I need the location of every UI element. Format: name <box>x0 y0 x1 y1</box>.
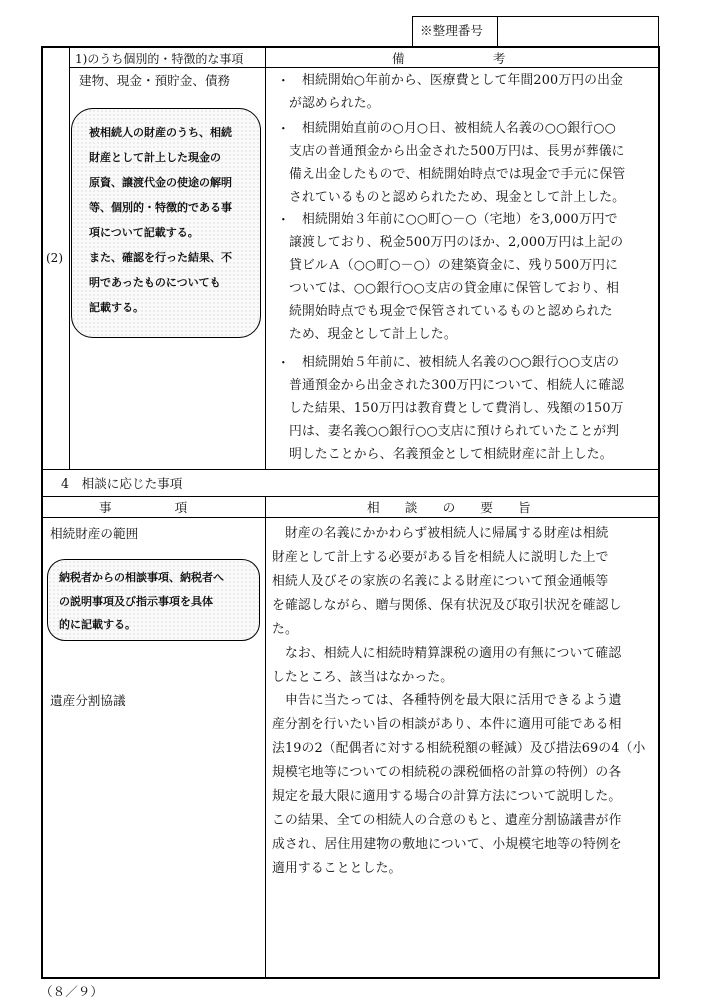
note-line: 等、個別的・特徴的である事 <box>89 201 232 214</box>
remark-line: 明したことから、名義預金として相続財産に計上した。 <box>289 447 613 462</box>
consultation-line: 成され、居住用建物の敷地について、小規模宅地等の特例を <box>272 837 622 852</box>
consultation-line: なお、相続人に相続時精算課税の適用の有無について確認 <box>272 646 622 661</box>
section4-col2-header: 相 談 の 要 旨 <box>367 500 531 515</box>
remark-line: 貸ビルＡ（○○町○－○）の建築資金に、残り500万円に <box>289 258 619 273</box>
section2-row-label: (2) <box>46 251 63 265</box>
consultation-line: 規定を最大限に適用する場合の計算方法について説明した。 <box>272 789 622 804</box>
consultation-line: を確認しながら、贈与関係、保有状況及び取引状況を確認し <box>272 598 622 613</box>
remark-line: 相続開始５年前に、被相続人名義の○○銀行○○支店の <box>302 355 620 370</box>
bullet-mark: ・ <box>277 355 290 370</box>
consultation-line: 財産として計上する必要がある旨を相続人に説明した上で <box>272 550 609 565</box>
note-line: 財産として計上した現金の <box>89 151 221 164</box>
note-line: 被相続人の財産のうち、相続 <box>89 126 232 139</box>
seiri-number-label: ※整理番号 <box>420 23 483 38</box>
consultation-line: 法19の2（配偶者に対する相続税額の軽減）及び措法69の4（小 <box>272 741 646 756</box>
remark-line: 円は、妻名義○○銀行○○支店に預けられていたことが判 <box>289 424 620 439</box>
note-line: 項について記載する。 <box>89 226 199 239</box>
section4-col1-header: 事 項 <box>99 500 188 515</box>
page-number: （８／９） <box>40 984 103 999</box>
note-line: また、確認を行った結果、不 <box>89 251 232 264</box>
consultation-item-label: 遺産分割協議 <box>50 693 126 708</box>
remark-line: 支店の普通預金から出金された500万円は、長男が葬儀に <box>289 144 625 159</box>
remarks-header: 備 考 <box>392 51 506 66</box>
section4-instruction-note <box>47 559 260 641</box>
remark-line: が認められた。 <box>289 96 380 111</box>
consultation-line: したところ、該当はなかった。 <box>272 670 454 685</box>
note-line: 納税者からの相談事項、納税者へ <box>59 571 224 584</box>
items-label: 建物、現金・預貯金、債務 <box>79 73 231 88</box>
section4-title: 4 相談に応じた事項 <box>61 476 183 491</box>
remark-line: 続開始時点でも現金で保管されているものと認められた <box>289 304 613 319</box>
bullet-mark: ・ <box>277 121 290 136</box>
note-line: 的に記載する。 <box>59 618 136 631</box>
consultation-line: 申告に当たっては、各種特例を最大限に活用できるよう遺 <box>272 693 622 708</box>
consultation-line: 規模宅地等についての相続税の課税価格の計算の特例）の各 <box>272 765 622 780</box>
remark-line: 備え出金したもので、相続開始時点では現金で手元に保管 <box>289 167 626 182</box>
remark-line: ついては、○○銀行○○支店の貸金庫に保管しており、相 <box>289 281 620 296</box>
consultation-line: この結果、全ての相続人の合意のもと、遺産分割協議書が作 <box>272 813 622 828</box>
section2-instruction-note <box>71 108 261 338</box>
remark-line: 普通預金から出金された300万円について、相続人に確認 <box>289 378 625 393</box>
bullet-mark: ・ <box>277 73 290 88</box>
remark-line: した結果、150万円は教育費として費消し、残額の150万 <box>289 401 624 416</box>
consultation-item-label: 相続財産の範囲 <box>50 526 139 541</box>
section2-subtitle: 1)のうち個別的・特徴的な事項 <box>75 52 244 66</box>
remark-line: 相続開始○年前から、医療費として年間200万円の出金 <box>302 73 624 88</box>
consultation-line: 適用することとした。 <box>272 861 402 876</box>
remark-line: ため、現金として計上した。 <box>289 327 457 342</box>
remark-line: 譲渡しており、税金500万円のほか、2,000万円は上記の <box>289 235 624 250</box>
remark-line: されているものと認められたため、現金として計上した。 <box>289 190 626 205</box>
remark-line: 相続開始３年前に○○町○－○（宅地）を3,000万円で <box>302 212 618 227</box>
note-line: の説明事項及び指示事項を具体 <box>59 595 213 608</box>
consultation-line: た。 <box>272 622 298 637</box>
remark-line: 相続開始直前の○月○日、被相続人名義の○○銀行○○ <box>302 121 616 136</box>
consultation-line: 財産の名義にかかわらず被相続人に帰属する財産は相続 <box>272 526 609 541</box>
bullet-mark: ・ <box>277 212 290 227</box>
note-line: 明であったものについても <box>89 276 221 289</box>
consultation-line: 産分割を行いたい旨の相談があり、本件に適用可能である相 <box>272 717 622 732</box>
note-line: 原資、譲渡代金の使途の解明 <box>89 176 232 189</box>
note-line: 記載する。 <box>89 301 144 314</box>
consultation-line: 相続人及びその家族の名義による財産について預金通帳等 <box>272 574 609 589</box>
